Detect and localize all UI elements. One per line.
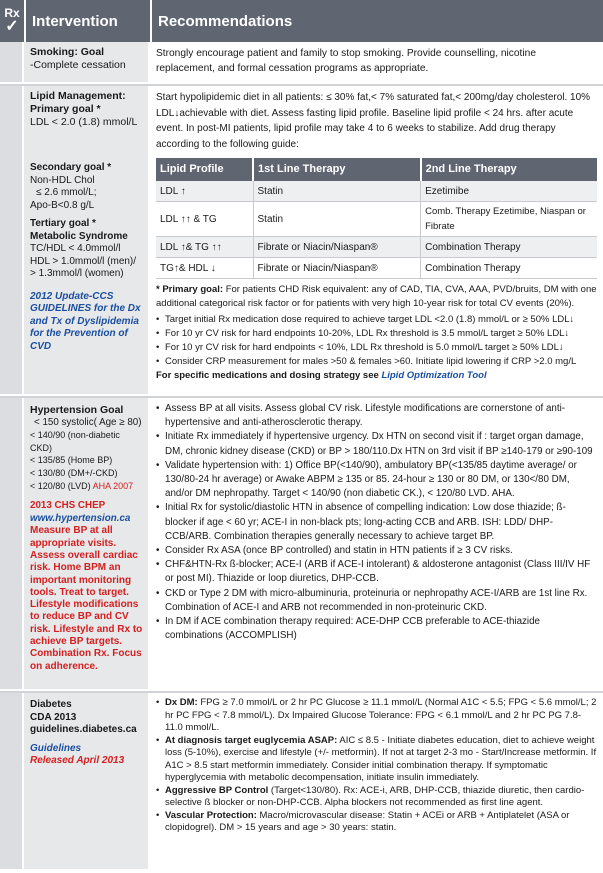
bullet-text: Macro/microvascular disease: Statin + ACEi or ARB + Antiplatelet (ASA or clopidogrel). DM > 15 years and age > 30 years: statin.: [165, 809, 570, 833]
rx-label: Rx: [4, 6, 20, 20]
guidelines-label: Guidelines: [30, 742, 82, 754]
htn-bullets: [156, 402, 597, 643]
list-item: • Initial Rx for systolic/diastolic HTN in absence of compelling indication: Low dose thiazide; ß-blocker if age < 60 yr; ACE-I in non-black pts; long-acting CCB and ARB. ISH: LDD/ DHP-CCB/ARB. Combination therapies generally necessary to achieve target BP.: [156, 501, 597, 544]
list-item: • Consider Rx ASA (once BP controlled) and statin in HTN patients if ≥ 3 CV risks.: [156, 544, 597, 558]
lipid-final-text: For specific medications and dosing strategy see: [156, 370, 382, 381]
release-date: Released April 2013: [30, 755, 125, 766]
cda-reference: CDA 2013: [30, 711, 77, 723]
row-strip: [0, 86, 24, 156]
chep-reference: 2013 CHS CHEP: [30, 500, 106, 512]
smoking-title: Smoking: Goal: [30, 46, 105, 58]
smoking-recommendation: Strongly encourage patient and family to stop smoking. Provide counselling, nicotine replacement, and formal cessation programs as appropriate.: [156, 48, 536, 74]
list-item: [156, 697, 597, 735]
lipid-secondary-row: [0, 156, 603, 396]
list-item: [156, 810, 597, 835]
lipid-ldl-target: LDL < 2.0 (1.8) mmol/L: [30, 116, 138, 128]
tertiary-goal-line: > 1.3mmol/l (women): [30, 268, 124, 279]
bullet-label: Vascular Protection:: [165, 809, 257, 821]
hypertension-url[interactable]: www.hypertension.ca: [30, 512, 131, 524]
lipid-final-note: [156, 369, 597, 383]
diabetes-recommendations: [150, 693, 603, 869]
rx-header-cell: [0, 0, 26, 42]
lipid-recommendation: Start hypolipidemic diet in all patients: ≤ 30% fat,< 7% saturated fat,< 200mg/day cholesterol. 10% LDL↓achievable with diet. Assess fasting lipid profile. Baseline lipid profile < 24 hrs. after acute event. In post-MI patients, lipid profile may take 4 to 6 weeks to stabilize. Add drug therapy according to the following guide:: [156, 92, 591, 150]
table-row: [156, 237, 597, 258]
tertiary-goal-line: HDL > 1.0mmol/l (men)/: [30, 255, 137, 267]
primary-goal-text: For patients CHD Risk equivalent: any of CAD, TIA, CVA, AAA, PVD/bruits, DM with one additional categorical risk factor or for patients with very high 10-year risk for total CV events (20%).: [156, 284, 597, 309]
diabetes-row: [0, 693, 603, 869]
htn-summary-note: Measure BP at all appropriate visits. Assess overall cardiac risk. Home BPM an important monitoring tools. Treat to target. Lifestyle modifications to reduce BP and CV risk. Lifestyle and Rx to achieve BP targets. Combination Rx. Focus on adherence.: [30, 525, 143, 672]
table-cell: Combination Therapy: [421, 237, 597, 258]
secondary-goal-line: Non-HDL Chol: [30, 174, 95, 186]
lipid-row: [0, 86, 603, 156]
list-item: • Assess BP at all visits. Assess global CV risk. Lifestyle modifications are cornerstone of anti-hypertensive and anti-atherosclerotic therapy.: [156, 402, 597, 430]
column-header: 2nd Line Therapy: [421, 158, 597, 181]
lipid-optimization-tool-link[interactable]: Lipid Optimization Tool: [381, 370, 487, 381]
lipid-table-section: [150, 156, 603, 394]
bullet-label: Dx DM:: [165, 697, 198, 708]
table-cell: Fibrate or Niacin/Niaspan®: [253, 258, 421, 279]
bullet-text: AIC ≤ 8.5 - Initiate diabetes education, diet to achieve weight loss (5-10%), exercise and lifestyle (+/- metformin). If not at target 2-3 mo - Start/Increase metformin. If A1C > 8.5 start metformin immediately. Consider initial combination therapy. If symptomatic hyperglycemia with metabolic decompensation, initiate insulin immediately.: [165, 734, 597, 783]
table-cell: Combination Therapy: [421, 258, 597, 279]
column-header: Lipid Profile: [156, 158, 253, 181]
bullet-label: Aggressive BP Control: [165, 784, 269, 796]
smoking-row: [0, 42, 603, 84]
table-cell: TG↑& HDL ↓: [156, 258, 253, 279]
list-item: • CKD or Type 2 DM with micro-albuminuria, proteinuria or nephropathy ACE-I/ARB are 1st line Rx. Combination of ACE-I and ARB not recommended in non-proteinuric CKD.: [156, 587, 597, 615]
list-item: • In DM if ACE combination therapy required: ACE-DHP CCB preferable to ACE-thiazide combinations (ACCOMPLISH): [156, 615, 597, 643]
table-cell: Statin: [253, 181, 421, 202]
bullet-text: FPG ≥ 7.0 mmol/L or 2 hr PC Glucose ≥ 11.1 mmol/L (Normal A1C < 5.5; FPG < 5.6 mmol/L; 2 hr PC FPG < 7.8 mmol/L). Dx Impaired Glucose Tolerance: FPG < 6.1 mmol/L and 2 hr PC PG 7.8-11.0 mmol/L.: [165, 697, 597, 733]
hypertension-row: [0, 398, 603, 691]
list-item: • Initiate Rx immediately if hypertensive urgency. Dx HTN on second visit if : target organ damage, DM, chronic kidney disease (CKD) or BP > 180/110.Dx HTN on 3rd visit if BP ≥140-179 or ≥90-109: [156, 430, 597, 458]
tertiary-goal-title: Tertiary goal *: [30, 218, 96, 229]
lipid-title: Lipid Management:: [30, 90, 126, 102]
htn-goal-line-lvd: [30, 480, 144, 493]
list-item: [156, 785, 597, 810]
lipid-secondary-intervention: [24, 156, 150, 394]
recommendations-header: Recommendations: [158, 12, 293, 30]
smoking-intervention: [24, 42, 150, 82]
htn-goal-line: < 130/80 (DM+/-CKD): [30, 467, 118, 478]
table-cell: Comb. Therapy Ezetimibe, Niaspan or Fibrate: [421, 202, 597, 237]
list-item: • For 10 yr CV risk for hard endpoints < 10%, LDL Rx threshold is 5.0 mmol/L target ≥ 50% LDL↓: [156, 341, 597, 355]
secondary-goal-title: Secondary goal *: [30, 162, 112, 173]
htn-goal-line: < 135/85 (Home BP): [30, 455, 113, 466]
htn-goal-line: < 150 systolic( Age ≥ 80): [34, 416, 142, 428]
list-item: • Target initial Rx medication dose required to achieve target LDL <2.0 (1.8) mmol/L or ≥ 50% LDL↓: [156, 313, 597, 327]
metabolic-syndrome: Metabolic Syndrome: [30, 230, 128, 242]
diabetes-url[interactable]: guidelines.diabetes.ca: [30, 724, 137, 735]
ccs-guideline-reference: 2012 Update-CCS GUIDELINES for the Dx and Tx of Dyslipidemia for the Prevention of CVD: [30, 290, 141, 352]
intervention-header: Intervention: [26, 0, 152, 42]
list-item: [156, 735, 597, 785]
smoking-goal: -Complete cessation: [30, 59, 126, 71]
hypertension-intervention: [24, 398, 150, 689]
dm-bullets: [156, 697, 597, 835]
diabetes-intervention: [24, 693, 150, 869]
secondary-goal-line: Apo-B<0.8 g/L: [30, 199, 95, 211]
table-cell: Statin: [253, 202, 421, 237]
table-cell: Fibrate or Niacin/Niaspan®: [253, 237, 421, 258]
column-header: 1st Line Therapy: [253, 158, 421, 181]
table-cell: LDL ↑↑ & TG: [156, 202, 253, 237]
row-strip: [0, 42, 24, 82]
table-cell: LDL ↑: [156, 181, 253, 202]
lipid-bullets: [156, 313, 597, 369]
bullet-text: (Target<130/80). Rx: ACE-i, ARB, DHP-CCB, thiazide diuretic, then cardio-selective ß blocker or non-DHP-CCB. Alpha blockers not recommended as first line agent.: [165, 784, 585, 808]
table-row: [156, 258, 597, 279]
tertiary-goal-line: TC/HDL < 4.0mmol/l: [30, 243, 121, 254]
lipid-notes: [156, 283, 597, 383]
diabetes-title: Diabetes: [30, 699, 72, 710]
check-icon: ✓: [5, 18, 19, 35]
list-item: • CHF&HTN-Rx ß-blocker; ACE-I (ARB if ACE-I intolerant) & aldosterone antagonist (Class III/IV HF or post MI). Thiazide or loop diuretics, DHP-CCB.: [156, 558, 597, 586]
lipid-intervention: [24, 86, 150, 156]
row-strip: [0, 693, 24, 869]
table-cell: LDL ↑& TG ↑↑: [156, 237, 253, 258]
lipid-therapy-table: [156, 158, 597, 279]
hypertension-recommendations: [150, 398, 603, 689]
htn-title: Hypertension Goal: [30, 404, 124, 416]
bullet-label: At diagnosis target euglycemia ASAP:: [165, 734, 338, 746]
table-row: [156, 181, 597, 202]
htn-goal-line: < 140/90 (non-diabetic CKD): [30, 430, 120, 453]
primary-goal-label: * Primary goal:: [156, 284, 224, 295]
list-item: • For 10 yr CV risk for hard endpoints 10-20%, LDL Rx threshold is 3.5 mmol/L target ≥ 50% LDL↓: [156, 327, 597, 341]
htn-goal-line: < 120/80 (LVD): [30, 480, 91, 491]
table-header: [0, 0, 603, 42]
lipid-primary-goal: Primary goal *: [30, 103, 101, 115]
aha-reference: AHA 2007: [92, 480, 134, 491]
row-strip: [0, 156, 24, 394]
table-row: [156, 202, 597, 237]
list-item: • Validate hypertension with: 1) Office BP(<140/90), ambulatory BP(<135/85 daytime average/ or 130/80-24 hr average) or Awake ABPM ≥ 135 or 85. 24-hour ≥ 130 or 80 DM, or 130</80 DM, and/or DM nephropathy. Target < 140/90 (non diabetic CK.), < 120/80 LVD. AHA.: [156, 459, 597, 502]
table-header-row: [156, 158, 597, 181]
row-strip: [0, 398, 24, 689]
table-cell: Ezetimibe: [421, 181, 597, 202]
list-item: • Consider CRP measurement for males >50 & females >60. Initiate lipid lowering if CRP >2.0 mg/L: [156, 355, 597, 369]
secondary-goal-line: ≤ 2.6 mmol/L;: [36, 187, 97, 198]
primary-goal-note: [156, 283, 597, 311]
